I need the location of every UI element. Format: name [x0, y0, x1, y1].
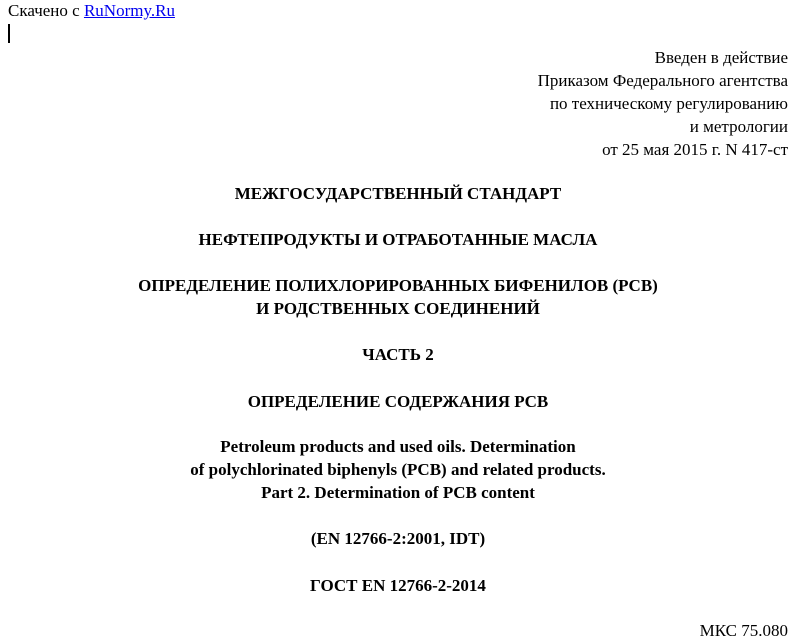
title-ru-products: НЕФТЕПРОДУКТЫ И ОТРАБОТАННЫЕ МАСЛА — [198, 230, 598, 249]
standard-designation: ГОСТ EN 12766-2-2014 — [310, 576, 486, 595]
source-link[interactable]: RuNormy.Ru — [83, 1, 175, 20]
source-line — [8, 1, 175, 21]
text-cursor — [8, 24, 10, 43]
title-en-line: Part 2. Determination of PCB content — [261, 483, 535, 502]
title-ru-determination-line: ОПРЕДЕЛЕНИЕ ПОЛИХЛОРИРОВАННЫХ БИФЕНИЛОВ (PCB) — [138, 276, 658, 295]
enacted-line: Приказом Федерального агентства — [537, 71, 788, 90]
enacted-line: от 25 мая 2015 г. N 417-ст — [602, 140, 788, 159]
equivalence-note: (EN 12766-2:2001, IDT) — [310, 529, 486, 548]
title-ru-content: ОПРЕДЕЛЕНИЕ СОДЕРЖАНИЯ PCB — [247, 392, 549, 411]
enacted-line: по техническому регулированию — [549, 94, 788, 113]
standard-type-heading: МЕЖГОСУДАРСТВЕННЫЙ СТАНДАРТ — [234, 184, 562, 203]
part-heading: ЧАСТЬ 2 — [362, 345, 434, 364]
title-ru-determination-line: И РОДСТВЕННЫХ СОЕДИНЕНИЙ — [256, 299, 540, 318]
enacted-line: и метрологии — [689, 117, 788, 136]
title-en-line: of polychlorinated biphenyls (PCB) and related products. — [190, 460, 606, 479]
source-prefix: Скачено с — [8, 1, 84, 20]
enacted-block — [538, 46, 788, 161]
title-en — [0, 435, 790, 504]
enacted-line: Введен в действие — [654, 48, 788, 67]
mks-code: МКС 75.080 — [699, 621, 788, 640]
title-en-line: Petroleum products and used oils. Determination — [220, 437, 576, 456]
title-ru-determination — [0, 274, 790, 320]
